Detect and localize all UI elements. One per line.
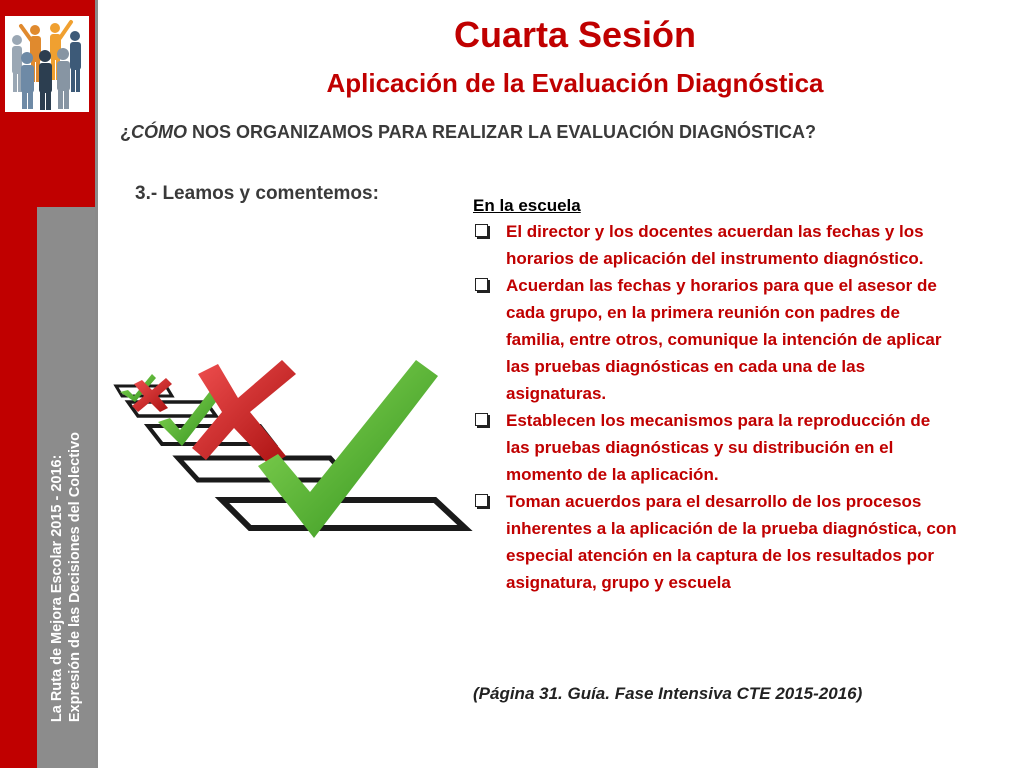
list-item (473, 407, 958, 488)
step-label: 3.- Leamos y comentemos: (135, 183, 379, 204)
sidebar-caption-line1: La Ruta de Mejora Escolar 2015 - 2016: (49, 454, 65, 722)
checkbox-bullet-icon (475, 494, 488, 507)
page-subtitle: Aplicación de la Evaluación Diagnóstica (326, 68, 824, 98)
question-emphasis: CÓMO (131, 122, 187, 142)
content-heading: En la escuela (473, 196, 581, 215)
list-item-text: El director y los docentes acuerdan las fechas y los horarios de aplicación del instrumento diagnóstico. (506, 222, 924, 268)
list-item (473, 488, 958, 596)
list-item-text: Establecen los mecanismos para la reproducción de las pruebas diagnósticas y su distribución en el momento de la aplicación. (506, 411, 931, 484)
sidebar-caption-line2: Expresión de las Decisiones del Colectivo (67, 431, 83, 722)
content-list (473, 218, 958, 596)
checkbox-bullet-icon (475, 278, 488, 291)
content-block (473, 193, 958, 596)
list-item (473, 218, 958, 272)
section-question (120, 122, 1020, 143)
page-title: Cuarta Sesión (453, 14, 697, 55)
source-reference: (Página 31. Guía. Fase Intensiva CTE 2015-2016) (473, 684, 863, 703)
checkbox-bullet-icon (475, 413, 488, 426)
list-item (473, 272, 958, 407)
sidebar-caption (39, 207, 93, 722)
checklist-illustration-icon (110, 350, 475, 595)
question-rest: NOS ORGANIZAMOS PARA REALIZAR LA EVALUACIÓN DIAGNÓSTICA? (187, 122, 816, 142)
sidebar-edge (95, 0, 98, 768)
list-item-text: Acuerdan las fechas y horarios para que el asesor de cada grupo, en la primera reunión con padres de familia, entre otros, comunique la intención de aplicar las pruebas diagnósticas en cada una de las asignaturas. (506, 276, 942, 403)
list-item-text: Toman acuerdos para el desarrollo de los procesos inherentes a la aplicación de la prueba diagnóstica, con especial atención en la captura de los resultados por asignatura, grupo y escuela (506, 492, 957, 592)
question-prefix: ¿ (120, 122, 131, 142)
checkbox-bullet-icon (475, 224, 488, 237)
